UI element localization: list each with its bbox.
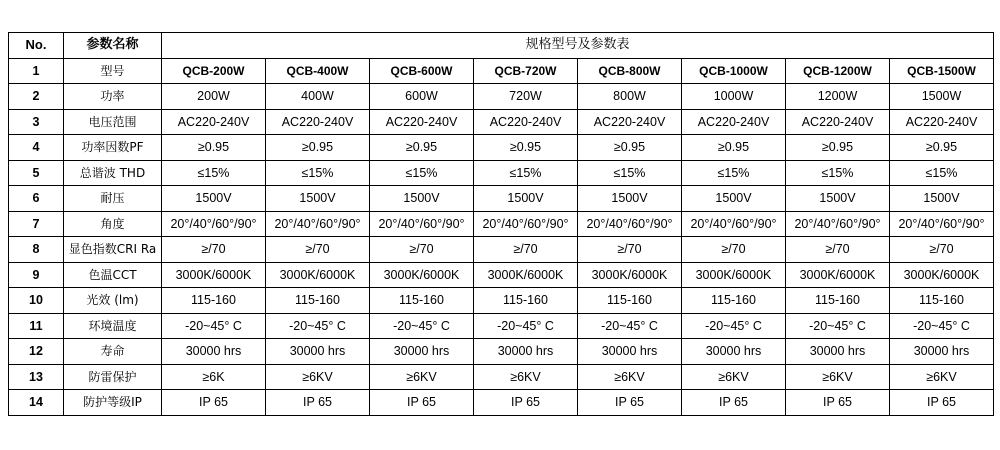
table-row <box>9 288 994 314</box>
spec-value: 30000 hrs <box>266 339 370 365</box>
spec-value: QCB-400W <box>266 58 370 84</box>
spec-value: IP 65 <box>890 390 994 416</box>
spec-value: 30000 hrs <box>682 339 786 365</box>
spec-value: 115-160 <box>890 288 994 314</box>
param-name: 功率因数PF <box>64 135 162 161</box>
table-row <box>9 211 994 237</box>
spec-table <box>8 32 994 416</box>
header-row <box>9 33 994 59</box>
spec-value: QCB-1000W <box>682 58 786 84</box>
spec-value: ≥0.95 <box>474 135 578 161</box>
row-number: 11 <box>9 313 64 339</box>
spec-value: 20°/40°/60°/90° <box>266 211 370 237</box>
spec-value: AC220-240V <box>786 109 890 135</box>
spec-table-body <box>9 33 994 416</box>
spec-value: 20°/40°/60°/90° <box>474 211 578 237</box>
param-name: 型号 <box>64 58 162 84</box>
table-row <box>9 262 994 288</box>
table-row <box>9 339 994 365</box>
param-name: 功率 <box>64 84 162 110</box>
param-name: 总谐波 THD <box>64 160 162 186</box>
spec-value: 3000K/6000K <box>370 262 474 288</box>
table-row <box>9 135 994 161</box>
table-row <box>9 84 994 110</box>
spec-value: ≥6KV <box>578 364 682 390</box>
spec-value: ≥0.95 <box>578 135 682 161</box>
row-number: 13 <box>9 364 64 390</box>
spec-value: -20~45° C <box>890 313 994 339</box>
spec-value: 200W <box>162 84 266 110</box>
spec-value: ≥0.95 <box>682 135 786 161</box>
row-number: 12 <box>9 339 64 365</box>
row-number: 3 <box>9 109 64 135</box>
spec-value: 600W <box>370 84 474 110</box>
spec-value: ≥/70 <box>890 237 994 263</box>
spec-value: ≥6KV <box>786 364 890 390</box>
spec-value: 20°/40°/60°/90° <box>578 211 682 237</box>
param-name: 环境温度 <box>64 313 162 339</box>
spec-value: IP 65 <box>162 390 266 416</box>
row-number: 1 <box>9 58 64 84</box>
spec-value: ≤15% <box>370 160 474 186</box>
header-spec-title: 规格型号及参数表 <box>162 33 994 59</box>
row-number: 10 <box>9 288 64 314</box>
spec-value: 400W <box>266 84 370 110</box>
spec-value: ≥6KV <box>474 364 578 390</box>
table-row <box>9 237 994 263</box>
row-number: 7 <box>9 211 64 237</box>
spec-value: 3000K/6000K <box>890 262 994 288</box>
spec-value: ≥6KV <box>370 364 474 390</box>
spec-value: QCB-1200W <box>786 58 890 84</box>
spec-value: IP 65 <box>786 390 890 416</box>
spec-value: ≥/70 <box>682 237 786 263</box>
spec-value: 3000K/6000K <box>578 262 682 288</box>
spec-value: AC220-240V <box>890 109 994 135</box>
table-row <box>9 160 994 186</box>
table-row <box>9 58 994 84</box>
spec-value: 30000 hrs <box>162 339 266 365</box>
spec-value: 30000 hrs <box>786 339 890 365</box>
spec-value: ≥6KV <box>890 364 994 390</box>
row-number: 9 <box>9 262 64 288</box>
row-number: 4 <box>9 135 64 161</box>
spec-value: 1500V <box>266 186 370 212</box>
spec-value: ≥/70 <box>266 237 370 263</box>
row-number: 5 <box>9 160 64 186</box>
spec-value: QCB-1500W <box>890 58 994 84</box>
spec-value: 115-160 <box>370 288 474 314</box>
spec-value: ≥6KV <box>266 364 370 390</box>
spec-value: QCB-200W <box>162 58 266 84</box>
spec-value: ≥6K <box>162 364 266 390</box>
spec-value: IP 65 <box>682 390 786 416</box>
spec-value: 720W <box>474 84 578 110</box>
spec-value: 1500V <box>682 186 786 212</box>
param-name: 防雷保护 <box>64 364 162 390</box>
row-number: 14 <box>9 390 64 416</box>
spec-value: 115-160 <box>474 288 578 314</box>
table-row <box>9 390 994 416</box>
spec-value: 1200W <box>786 84 890 110</box>
row-number: 8 <box>9 237 64 263</box>
param-name: 耐压 <box>64 186 162 212</box>
spec-value: 30000 hrs <box>370 339 474 365</box>
spec-value: -20~45° C <box>162 313 266 339</box>
spec-value: ≤15% <box>890 160 994 186</box>
spec-value: 30000 hrs <box>890 339 994 365</box>
spec-value: AC220-240V <box>474 109 578 135</box>
spec-value: ≥/70 <box>474 237 578 263</box>
spec-value: 3000K/6000K <box>474 262 578 288</box>
spec-value: QCB-800W <box>578 58 682 84</box>
spec-value: 30000 hrs <box>578 339 682 365</box>
spec-value: IP 65 <box>578 390 682 416</box>
param-name: 电压范围 <box>64 109 162 135</box>
spec-value: 20°/40°/60°/90° <box>370 211 474 237</box>
spec-value: 800W <box>578 84 682 110</box>
spec-value: 1500V <box>370 186 474 212</box>
spec-value: ≤15% <box>266 160 370 186</box>
spec-value: 115-160 <box>162 288 266 314</box>
spec-value: ≥0.95 <box>890 135 994 161</box>
spec-value: IP 65 <box>370 390 474 416</box>
spec-value: IP 65 <box>474 390 578 416</box>
spec-value: 1500V <box>578 186 682 212</box>
spec-value: 20°/40°/60°/90° <box>682 211 786 237</box>
spec-value: -20~45° C <box>370 313 474 339</box>
param-name: 显色指数CRI Ra <box>64 237 162 263</box>
spec-value: 20°/40°/60°/90° <box>162 211 266 237</box>
spec-value: ≥/70 <box>786 237 890 263</box>
param-name: 光效 (lm) <box>64 288 162 314</box>
header-no: No. <box>9 33 64 59</box>
spec-value: 3000K/6000K <box>162 262 266 288</box>
spec-value: AC220-240V <box>578 109 682 135</box>
table-row <box>9 109 994 135</box>
spec-value: QCB-600W <box>370 58 474 84</box>
spec-value: -20~45° C <box>578 313 682 339</box>
spec-value: 30000 hrs <box>474 339 578 365</box>
spec-value: 3000K/6000K <box>786 262 890 288</box>
spec-value: AC220-240V <box>162 109 266 135</box>
spec-value: 1500V <box>162 186 266 212</box>
spec-value: 3000K/6000K <box>682 262 786 288</box>
spec-value: AC220-240V <box>370 109 474 135</box>
spec-value: ≤15% <box>578 160 682 186</box>
spec-value: AC220-240V <box>266 109 370 135</box>
spec-value: 115-160 <box>266 288 370 314</box>
spec-value: ≤15% <box>474 160 578 186</box>
spec-value: -20~45° C <box>786 313 890 339</box>
spec-value: ≥/70 <box>370 237 474 263</box>
row-number: 6 <box>9 186 64 212</box>
param-name: 防护等级IP <box>64 390 162 416</box>
spec-value: 20°/40°/60°/90° <box>786 211 890 237</box>
spec-value: 1500W <box>890 84 994 110</box>
spec-value: ≥0.95 <box>370 135 474 161</box>
table-row <box>9 186 994 212</box>
spec-value: ≥0.95 <box>786 135 890 161</box>
row-number: 2 <box>9 84 64 110</box>
param-name: 角度 <box>64 211 162 237</box>
table-row <box>9 364 994 390</box>
spec-value: ≥0.95 <box>162 135 266 161</box>
spec-value: AC220-240V <box>682 109 786 135</box>
spec-value: ≥/70 <box>578 237 682 263</box>
spec-value: ≥/70 <box>162 237 266 263</box>
spec-value: 115-160 <box>786 288 890 314</box>
spec-value: -20~45° C <box>474 313 578 339</box>
spec-value: ≤15% <box>682 160 786 186</box>
spec-value: 1500V <box>786 186 890 212</box>
spec-value: IP 65 <box>266 390 370 416</box>
spec-value: -20~45° C <box>682 313 786 339</box>
table-row <box>9 313 994 339</box>
spec-value: 115-160 <box>682 288 786 314</box>
spec-value: 115-160 <box>578 288 682 314</box>
spec-value: 1000W <box>682 84 786 110</box>
spec-value: QCB-720W <box>474 58 578 84</box>
spec-value: 1500V <box>474 186 578 212</box>
param-name: 寿命 <box>64 339 162 365</box>
param-name: 色温CCT <box>64 262 162 288</box>
spec-value: ≥6KV <box>682 364 786 390</box>
spec-value: 20°/40°/60°/90° <box>890 211 994 237</box>
header-param-name: 参数名称 <box>64 33 162 59</box>
spec-value: 1500V <box>890 186 994 212</box>
spec-value: -20~45° C <box>266 313 370 339</box>
spec-value: 3000K/6000K <box>266 262 370 288</box>
spec-value: ≤15% <box>786 160 890 186</box>
spec-value: ≥0.95 <box>266 135 370 161</box>
spec-value: ≤15% <box>162 160 266 186</box>
